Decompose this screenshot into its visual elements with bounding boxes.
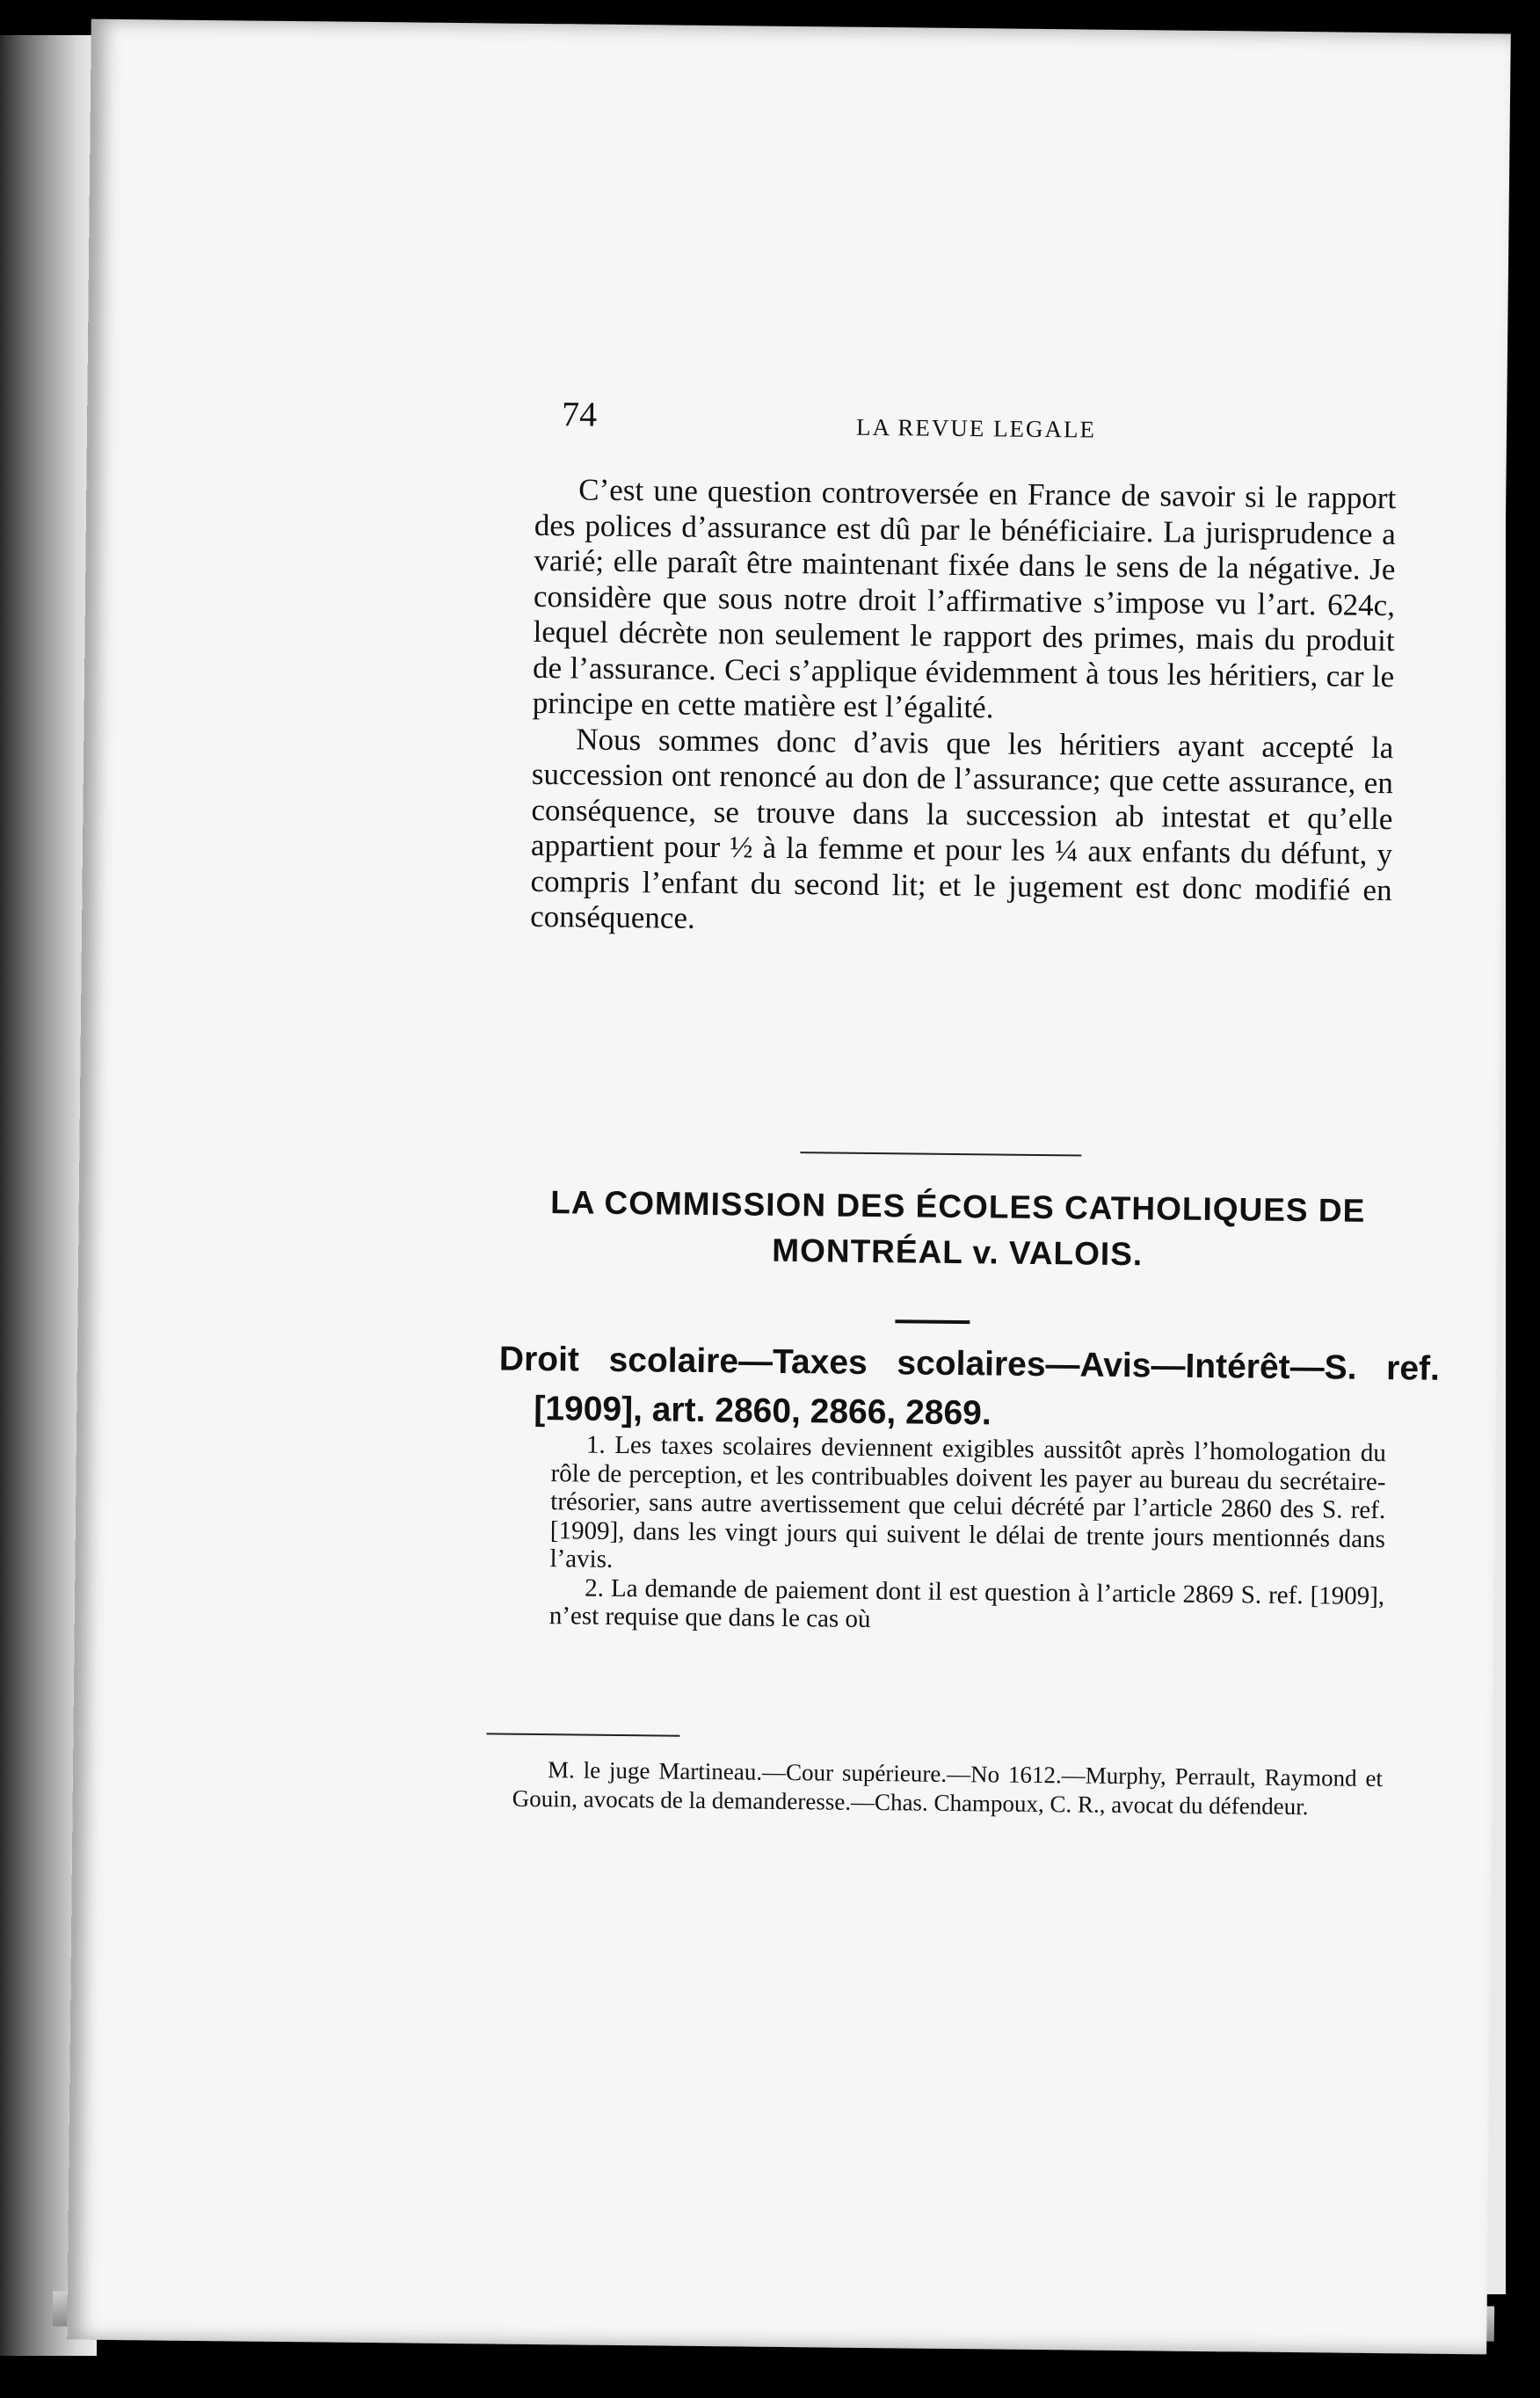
section-divider [800, 1152, 1081, 1156]
opinion-paragraph: Nous sommes donc d’avis que les héritiers ayant accepté la succession ont renoncé au don de l’assurance; que cette assurance, en conséquence, se trouve dans la succession ab intestat et qu’elle appartient pour ½ à la femme et pour les ¼ aux enfants du défunt, y compris l’enfant du second lit; et le jugement est donc modifié en conséquence. [530, 721, 1394, 935]
headnote-title: Droit scolaire—Taxes scolaires—Avis—Intérêt—S. ref. [1909], art. 2860, 2866, 2869. [498, 1340, 1441, 1433]
book-page [67, 19, 1511, 2355]
footnote-rule [486, 1733, 679, 1736]
case-title: LA COMMISSION DES ÉCOLES CATHOLIQUES DE MONTRÉAL v. VALOIS. [550, 1184, 1366, 1273]
syllabus-item: 1. Les taxes scolaires deviennent exigibles aussitôt après l’homologation du rôle de perception, et les contribuables doivent les payer au bureau du secrétaire-trésorier, sans autre avertissement que celui décrété par l’article 2860 des S. ref. [1909], dans les vingt jours qui suivent le délai de trente jours mentionnés dans l’avis. [549, 1430, 1387, 1573]
opinion-paragraph: C’est une question controversée en France de savoir si le rapport des polices d’assurance est dû par le bénéficiaire. La jurisprudence a varié; elle paraît être maintenant fixée dans le sens de la négative. Je considère que sous notre droit l’affirmative s’impose vu l’art. 624c, lequel décrète non seulement le rapport des primes, mais du produit de l’assurance. Ceci s’applique évidemment à tous les héritiers, car le principe en cette matière est l’égalité. [532, 472, 1397, 725]
page-content [448, 366, 1441, 1820]
footnote: M. le juge Martineau.—Cour supérieure.—No 1612.—Murphy, Perrault, Raymond et Gouin, avocats de la demanderesse.—Chas. Champoux, C. R., avocat du défendeur. [512, 1756, 1384, 1820]
title-rule [895, 1319, 970, 1324]
running-head: LA REVUE LEGALE [855, 413, 1097, 443]
page-number: 74 [561, 394, 598, 434]
syllabus-item: 2. La demande de paiement dont il est question à l’article 2869 S. ref. [1909], n’est requise que dans le cas où [548, 1573, 1385, 1633]
syllabus [549, 1430, 1386, 1639]
opinion-text [530, 472, 1396, 944]
